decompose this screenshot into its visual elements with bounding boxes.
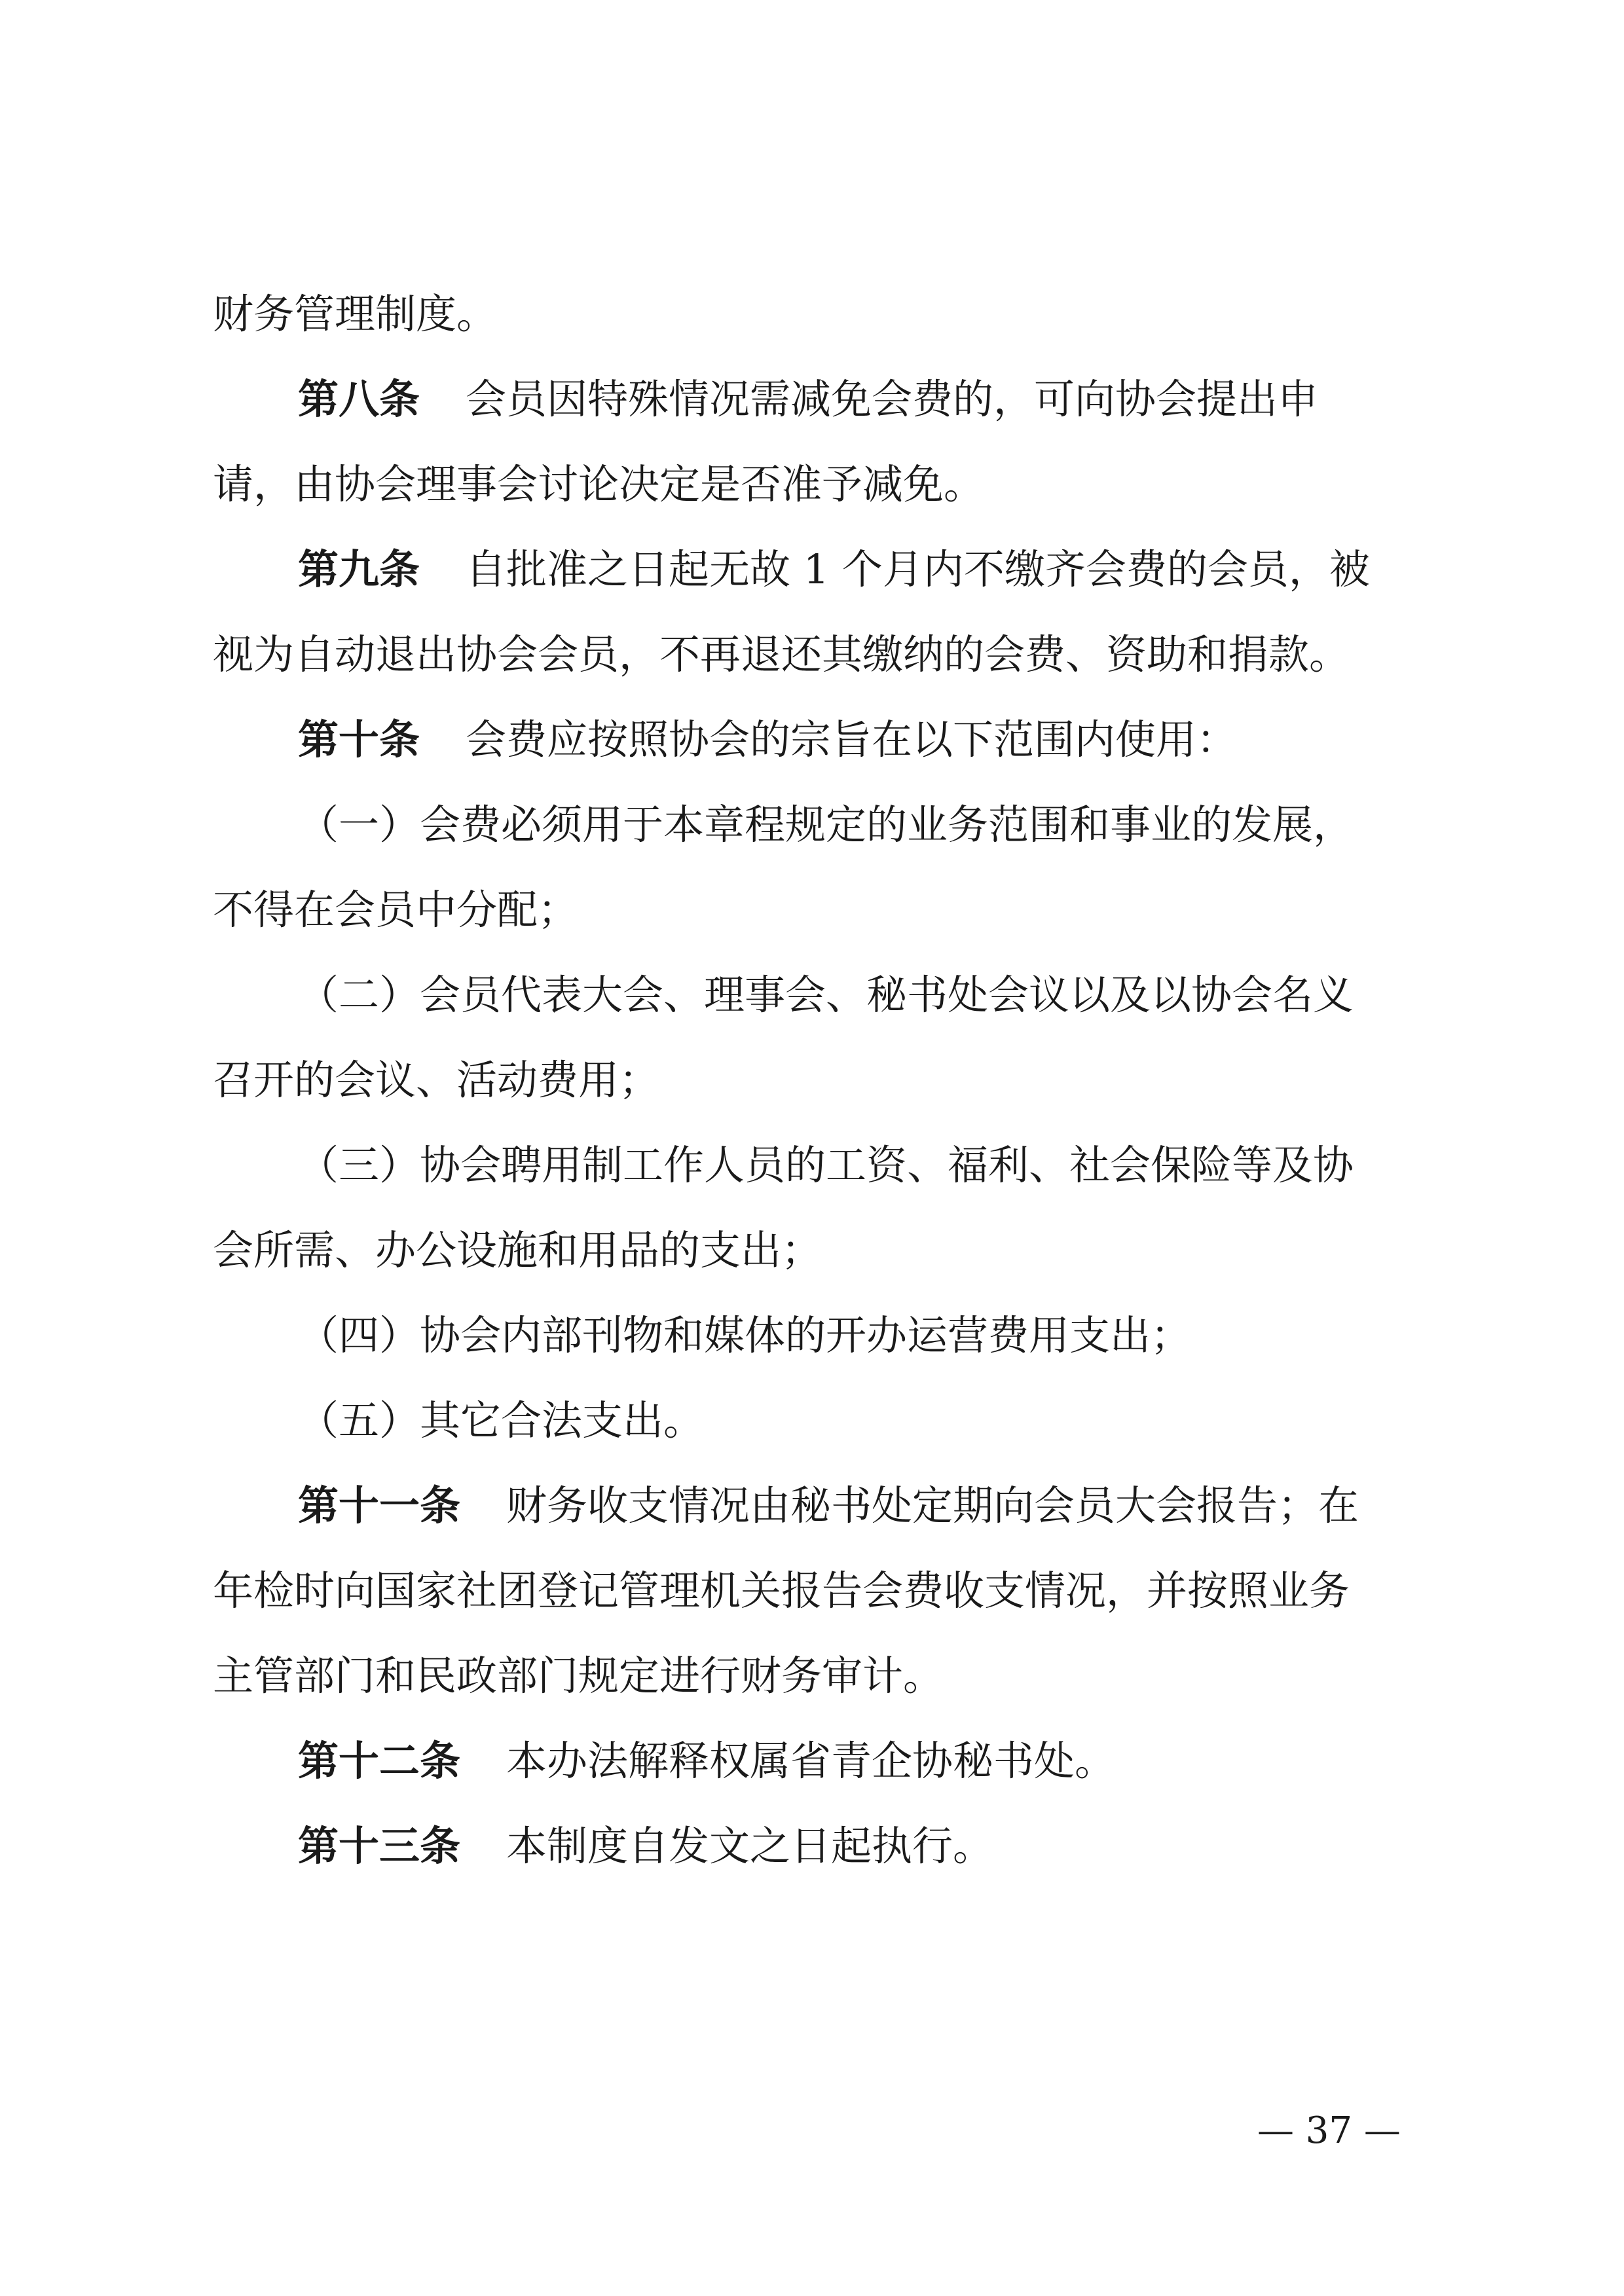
text-line — [213, 1211, 822, 1290]
list-item-3 — [298, 1126, 1354, 1205]
text-line — [213, 1552, 1350, 1630]
list-item-1 — [298, 786, 1354, 864]
article-heading: 第十条 — [298, 716, 420, 763]
text-line — [213, 615, 1350, 694]
line-text: （二）会员代表大会、理事会、秘书处会议以及以协会名义 — [298, 971, 1354, 1019]
line-text: 请，由协会理事会讨论决定是否准予减免。 — [213, 460, 985, 508]
article-heading: 第十三条 — [298, 1822, 461, 1870]
article-12 — [298, 1722, 1115, 1800]
article-text: 本办法解释权属省青企协秘书处。 — [506, 1737, 1116, 1785]
article-9 — [298, 530, 1370, 609]
line-text: 召开的会议、活动费用； — [213, 1056, 660, 1104]
list-item-5 — [298, 1381, 704, 1460]
text-line — [213, 871, 578, 949]
line-text: 视为自动退出协会会员，不再退还其缴纳的会费、资助和捐款。 — [213, 630, 1350, 678]
line-text: 主管部门和民政部门规定进行财务审计。 — [213, 1652, 944, 1700]
article-text: 财务收支情况由秘书处定期向会员大会报告；在 — [506, 1482, 1359, 1529]
text-line — [213, 1637, 944, 1715]
article-text: 自批准之日起无故 1 个月内不缴齐会费的会员，被 — [466, 545, 1370, 593]
page-number: — 37 — — [1257, 2109, 1401, 2152]
text-line — [213, 1041, 659, 1120]
line-text: （四）协会内部刊物和媒体的开办运营费用支出； — [298, 1311, 1192, 1359]
article-text: 会员因特殊情况需减免会费的，可向协会提出申 — [466, 375, 1319, 423]
article-heading: 第九条 — [298, 545, 420, 593]
article-heading: 第八条 — [298, 375, 420, 423]
article-13 — [298, 1807, 993, 1886]
article-heading: 第十一条 — [298, 1482, 461, 1529]
article-text: 会费应按照协会的宗旨在以下范围内使用： — [466, 716, 1238, 763]
list-item-2 — [298, 956, 1354, 1034]
article-11 — [298, 1467, 1359, 1545]
article-10 — [298, 701, 1237, 779]
line-text: （五）其它合法支出。 — [298, 1396, 705, 1444]
line-text: 财务管理制度。 — [213, 290, 498, 338]
list-item-4 — [298, 1296, 1191, 1375]
line-text: 不得在会员中分配； — [213, 886, 579, 934]
article-text: 本制度自发文之日起执行。 — [506, 1822, 994, 1870]
text-line — [213, 275, 497, 354]
article-8 — [298, 360, 1318, 439]
line-text: 年检时向国家社团登记管理机关报告会费收支情况，并按照业务 — [213, 1567, 1350, 1614]
line-text: （一）会费必须用于本章程规定的业务范围和事业的发展， — [298, 801, 1354, 848]
text-line — [213, 445, 984, 524]
line-text: 会所需、办公设施和用品的支出； — [213, 1226, 822, 1274]
article-heading: 第十二条 — [298, 1737, 461, 1785]
line-text: （三）协会聘用制工作人员的工资、福利、社会保险等及协 — [298, 1141, 1354, 1189]
